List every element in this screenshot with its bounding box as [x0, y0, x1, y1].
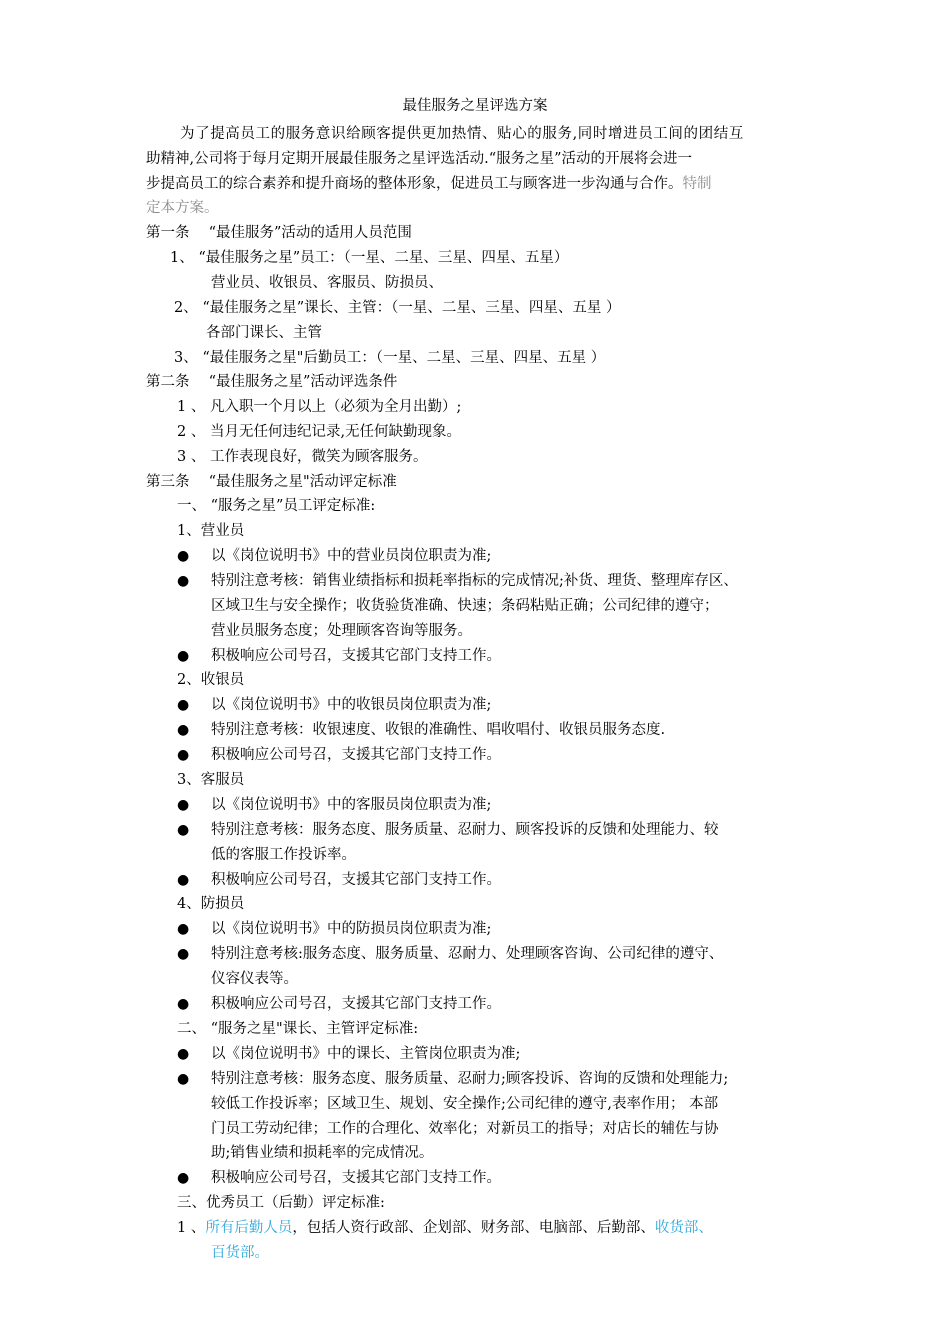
article-1-item-2: 2、 “最佳服务之星”课长、主管：（一星、二星、三星、四星、五星 ） [174, 300, 621, 316]
manager-bullet-2-line-4: 助;销售业绩和损耗率的完成情况。 [211, 1145, 434, 1161]
intro-line-4: 定本方案。 [146, 200, 219, 216]
article-1-heading: 第一条 “最佳服务”活动的适用人员范围 [146, 225, 412, 241]
document-title: 最佳服务之星评选方案 [402, 98, 548, 114]
bullet-icon: ● [177, 797, 190, 813]
article-1-item-2-detail: 各部门课长、主管 [206, 325, 322, 341]
logistics-item-1-number: 1 、 [177, 1220, 206, 1236]
manager-bullet-1: 以《岗位说明书》中的课长、主管岗位职责为准; [211, 1046, 521, 1062]
bullet-icon: ● [177, 822, 190, 838]
logistics-item-1 [177, 1218, 713, 1238]
role-4-bullet-3: 积极响应公司号召，支援其它部门支持工作。 [211, 996, 501, 1012]
article-2-heading: 第二条 “最佳服务之星”活动评选条件 [146, 374, 398, 390]
bullet-icon: ● [177, 648, 190, 664]
role-4-bullet-2-line-1: 特别注意考核:服务态度、服务质量、忍耐力、处理顾客咨询、公司纪律的遵守、 [211, 946, 724, 962]
bullet-icon: ● [177, 548, 190, 564]
manager-bullet-2-line-1: 特别注意考核：服务态度、服务质量、忍耐力;顾客投诉、咨询的反馈和处理能力; [211, 1071, 729, 1087]
bullet-icon: ● [177, 722, 190, 738]
bullet-icon: ● [177, 872, 190, 888]
role-3-bullet-2-line-1: 特别注意考核：服务态度、服务质量、忍耐力、顾客投诉的反馈和处理能力、较 [211, 822, 719, 838]
logistics-receiving-dept: 收货部、 [654, 1220, 713, 1236]
logistics-general-merch-dept: 百货部。 [211, 1245, 269, 1261]
bullet-icon: ● [177, 946, 190, 962]
intro-line-1: 为了提高员工的服务意识给顾客提供更加热情、贴心的服务,同时增进员工间的团结互 [180, 126, 744, 142]
role-2-title: 2、收银员 [177, 672, 245, 688]
bullet-icon: ● [177, 747, 190, 763]
role-2-bullet-3: 积极响应公司号召，支援其它部门支持工作。 [211, 747, 501, 763]
logistics-all-staff: 所有后勤人员 [205, 1220, 293, 1236]
bullet-icon: ● [177, 1170, 190, 1186]
article-2-condition-2: 2 、 当月无任何违纪记录,无任何缺勤现象。 [177, 424, 462, 440]
logistics-departments: ，包括人资行政部、企划部、财务部、电脑部、后勤部、 [292, 1220, 655, 1236]
role-1-bullet-2-line-1: 特别注意考核：销售业绩指标和损耗率指标的完成情况;补货、理货、整理库存区、 [211, 573, 738, 589]
bullet-icon: ● [177, 1046, 190, 1062]
intro-line-3 [146, 174, 712, 194]
article-3-heading: 第三条 “最佳服务之星"活动评定标准 [146, 474, 397, 490]
role-1-bullet-2-line-3: 营业员服务态度；处理顾客咨询等服务。 [211, 623, 472, 639]
bullet-icon: ● [177, 1071, 190, 1087]
role-1-bullet-2-line-2: 区域卫生与安全操作；收货验货准确、快速；条码粘贴正确；公司纪律的遵守； [211, 598, 719, 614]
role-2-bullet-2: 特别注意考核：收银速度、收银的准确性、唱收唱付、收银员服务态度. [211, 722, 666, 738]
role-3-bullet-2-line-2: 低的客服工作投诉率。 [211, 847, 356, 863]
manager-bullet-2-line-3: 门员工劳动纪律；工作的合理化、效率化；对新员工的指导；对店长的辅佐与协 [211, 1121, 719, 1137]
intro-line-3-gray: 特制 [682, 176, 712, 192]
article-1-item-1-detail: 营业员、收银员、客服员、防损员、 [211, 275, 443, 291]
article-2-condition-1: 1 、 凡入职一个月以上（必须为全月出勤）; [177, 399, 462, 415]
role-4-bullet-2-line-2: 仪容仪表等。 [211, 971, 298, 987]
bullet-icon: ● [177, 573, 190, 589]
bullet-icon: ● [177, 921, 190, 937]
role-4-bullet-1: 以《岗位说明书》中的防损员岗位职责为准; [211, 921, 492, 937]
article-1-item-1: 1、 “最佳服务之星”员工：（一星、二星、三星、四星、五星） [170, 250, 569, 266]
role-3-bullet-3: 积极响应公司号召，支援其它部门支持工作。 [211, 872, 501, 888]
role-4-title: 4、防损员 [177, 896, 245, 912]
role-3-title: 3、客服员 [177, 772, 245, 788]
manager-bullet-3: 积极响应公司号召，支援其它部门支持工作。 [211, 1170, 501, 1186]
role-1-bullet-1: 以《岗位说明书》中的营业员岗位职责为准; [211, 548, 492, 564]
bullet-icon: ● [177, 697, 190, 713]
section-1-heading: 一、 “服务之星”员工评定标准: [177, 498, 376, 514]
role-2-bullet-1: 以《岗位说明书》中的收银员岗位职责为准; [211, 697, 492, 713]
article-2-condition-3: 3 、 工作表现良好，微笑为顾客服务。 [177, 449, 428, 465]
intro-line-2: 助精神,公司将于每月定期开展最佳服务之星评选活动.“服务之星”活动的开展将会进一 [146, 151, 693, 167]
section-2-heading: 二、 “服务之星"课长、主管评定标准: [177, 1021, 419, 1037]
intro-line-3-text: 步提高员工的综合素养和提升商场的整体形象，促进员工与顾客进一步沟通与合作。 [146, 176, 683, 192]
article-1-item-3: 3、 “最佳服务之星"后勤员工：（一星、二星、三星、四星、五星 ） [174, 350, 606, 366]
role-1-title: 1、营业员 [177, 523, 245, 539]
role-3-bullet-1: 以《岗位说明书》中的客服员岗位职责为准; [211, 797, 492, 813]
bullet-icon: ● [177, 996, 190, 1012]
manager-bullet-2-line-2: 较低工作投诉率；区域卫生、规划、安全操作;公司纪律的遵守,表率作用； 本部 [211, 1096, 719, 1112]
section-3-heading: 三、优秀员工（后勤）评定标准: [177, 1195, 385, 1211]
role-1-bullet-3: 积极响应公司号召，支援其它部门支持工作。 [211, 648, 501, 664]
